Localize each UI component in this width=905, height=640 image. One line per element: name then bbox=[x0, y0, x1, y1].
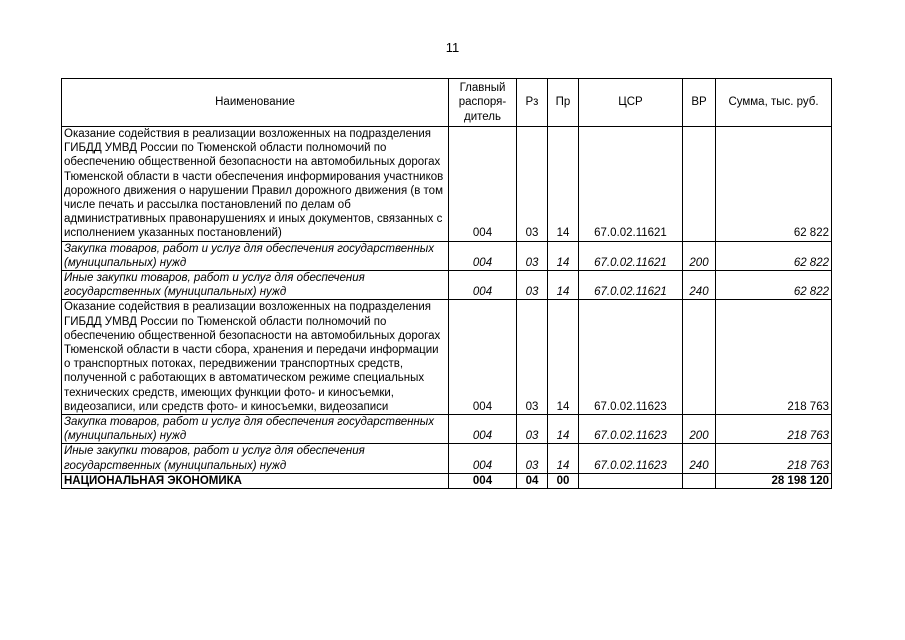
row-rz: 03 bbox=[517, 415, 548, 444]
row-csr: 67.0.02.11623 bbox=[579, 300, 683, 415]
row-rz: 03 bbox=[517, 271, 548, 300]
row-sum: 62 822 bbox=[716, 127, 832, 242]
row-sum: 62 822 bbox=[716, 271, 832, 300]
header-csr: ЦСР bbox=[579, 79, 683, 127]
row-rz: 03 bbox=[517, 127, 548, 242]
row-name: Закупка товаров, работ и услуг для обеспечения государственных (муниципальных) нужд bbox=[62, 415, 449, 444]
table-row bbox=[62, 444, 832, 473]
page-number: 11 bbox=[445, 40, 460, 55]
row-vr: 200 bbox=[683, 241, 716, 270]
row-csr bbox=[579, 473, 683, 488]
row-rz: 04 bbox=[517, 473, 548, 488]
header-manager: Главный распоря-дитель bbox=[449, 79, 517, 127]
row-name: Иные закупки товаров, работ и услуг для обеспечения государственных (муниципальных) нужд bbox=[62, 444, 449, 473]
row-sum: 218 763 bbox=[716, 415, 832, 444]
header-rz: Рз bbox=[517, 79, 548, 127]
row-rz: 03 bbox=[517, 300, 548, 415]
row-manager: 004 bbox=[449, 241, 517, 270]
table-row bbox=[62, 300, 832, 415]
row-pr: 14 bbox=[548, 127, 579, 242]
table-row bbox=[62, 473, 832, 488]
row-sum: 62 822 bbox=[716, 241, 832, 270]
row-csr: 67.0.02.11621 bbox=[579, 241, 683, 270]
header-vr: ВР bbox=[683, 79, 716, 127]
header-name: Наименование bbox=[62, 79, 449, 127]
row-name: Оказание содействия в реализации возложенных на подразделения ГИБДД УМВД России по Тюменской области полномочий по обеспечению общественной безопасности на автомобильных дорогах Тюменской области в части сбора, хранения и передачи информации о транспортных потоках, передвижении транспортных средств, полученной с работающих в автоматическом режиме специальных технических средств, имеющих функции фото- и киносъемки, видеозаписи, или средств фото- и киносъемки, видеозаписи bbox=[62, 300, 449, 415]
row-sum: 218 763 bbox=[716, 300, 832, 415]
table-row bbox=[62, 127, 832, 242]
table-row bbox=[62, 415, 832, 444]
row-manager: 004 bbox=[449, 271, 517, 300]
row-vr: 240 bbox=[683, 271, 716, 300]
row-pr: 00 bbox=[548, 473, 579, 488]
row-pr: 14 bbox=[548, 271, 579, 300]
table-row bbox=[62, 241, 832, 270]
row-rz: 03 bbox=[517, 444, 548, 473]
budget-table bbox=[61, 78, 832, 489]
row-vr: 200 bbox=[683, 415, 716, 444]
row-manager: 004 bbox=[449, 300, 517, 415]
row-sum: 218 763 bbox=[716, 444, 832, 473]
row-rz: 03 bbox=[517, 241, 548, 270]
table-row bbox=[62, 271, 832, 300]
row-name: НАЦИОНАЛЬНАЯ ЭКОНОМИКА bbox=[62, 473, 449, 488]
header-row bbox=[62, 79, 832, 127]
header-pr: Пр bbox=[548, 79, 579, 127]
row-vr bbox=[683, 127, 716, 242]
row-sum: 28 198 120 bbox=[716, 473, 832, 488]
row-name: Закупка товаров, работ и услуг для обеспечения государственных (муниципальных) нужд bbox=[62, 241, 449, 270]
row-pr: 14 bbox=[548, 444, 579, 473]
row-vr: 240 bbox=[683, 444, 716, 473]
row-manager: 004 bbox=[449, 473, 517, 488]
row-vr bbox=[683, 300, 716, 415]
row-csr: 67.0.02.11623 bbox=[579, 415, 683, 444]
row-manager: 004 bbox=[449, 444, 517, 473]
row-csr: 67.0.02.11621 bbox=[579, 127, 683, 242]
row-name: Оказание содействия в реализации возложенных на подразделения ГИБДД УМВД России по Тюменской области полномочий по обеспечению общественной безопасности на автомобильных дорогах Тюменской области в части обеспечения информирования участников дорожного движения о нарушении Правил дорожного движения (в том числе печать и рассылка постановлений по делам об административных правонарушениях и иных документов, связанных с исполнением указанных постановлений) bbox=[62, 127, 449, 242]
row-manager: 004 bbox=[449, 127, 517, 242]
row-pr: 14 bbox=[548, 415, 579, 444]
row-csr: 67.0.02.11623 bbox=[579, 444, 683, 473]
header-sum: Сумма, тыс. руб. bbox=[716, 79, 832, 127]
row-csr: 67.0.02.11621 bbox=[579, 271, 683, 300]
row-pr: 14 bbox=[548, 241, 579, 270]
row-vr bbox=[683, 473, 716, 488]
row-manager: 004 bbox=[449, 415, 517, 444]
row-pr: 14 bbox=[548, 300, 579, 415]
row-name: Иные закупки товаров, работ и услуг для обеспечения государственных (муниципальных) нужд bbox=[62, 271, 449, 300]
